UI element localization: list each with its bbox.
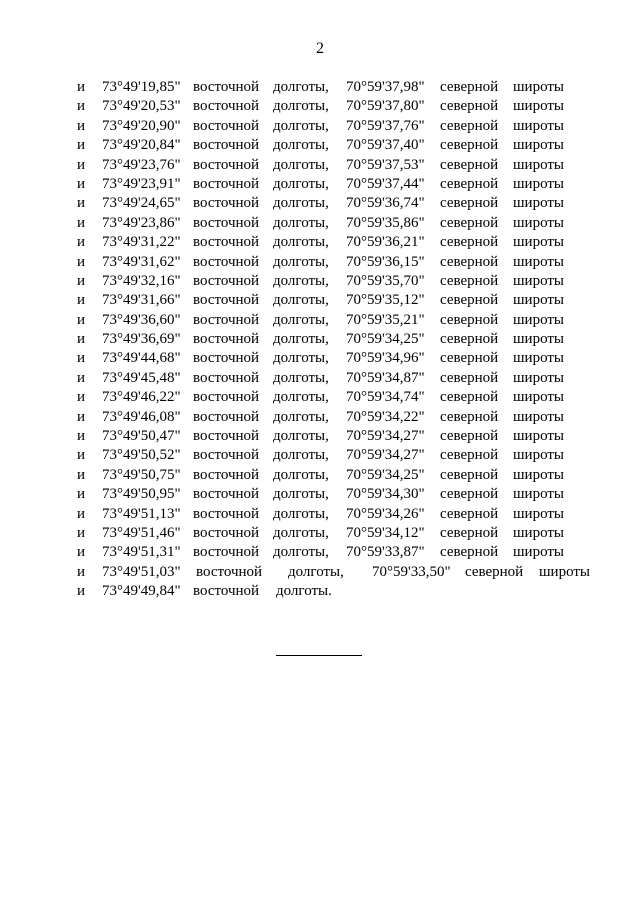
longitude-value: 73°49'31,62" <box>102 253 181 270</box>
longitude-value: 73°49'24,65" <box>102 195 181 212</box>
latitude-value: 70°59'33,87" <box>346 544 425 561</box>
longitude-word: восточной <box>193 408 260 425</box>
coordinate-row <box>0 369 640 388</box>
latitude-suffix: широты <box>513 389 565 406</box>
longitude-value: 73°49'23,91" <box>102 175 181 192</box>
conjunction: и <box>77 117 86 134</box>
latitude-word: северной <box>440 486 499 503</box>
latitude-value: 70°59'35,21" <box>346 311 425 328</box>
latitude-suffix: широты <box>513 408 565 425</box>
latitude-word: северной <box>440 350 499 367</box>
coordinate-row <box>0 156 640 175</box>
longitude-word: восточной <box>193 79 260 95</box>
latitude-value: 70°59'35,12" <box>346 292 425 309</box>
longitude-value: 73°49'19,85" <box>102 79 181 95</box>
latitude-value: 70°59'34,27" <box>346 447 425 464</box>
longitude-value: 73°49'36,60" <box>102 311 181 328</box>
longitude-value: 73°49'50,95" <box>102 486 181 503</box>
longitude-value: 73°49'46,08" <box>102 408 181 425</box>
latitude-suffix: широты <box>513 447 565 464</box>
longitude-suffix: долготы, <box>273 350 329 367</box>
latitude-suffix: широты <box>513 98 565 115</box>
longitude-value: 73°49'20,84" <box>102 137 181 154</box>
conjunction: и <box>77 292 86 309</box>
longitude-suffix: долготы. <box>276 583 332 600</box>
latitude-suffix: широты <box>513 175 565 192</box>
conjunction: и <box>77 544 86 561</box>
longitude-value: 73°49'45,48" <box>102 369 181 386</box>
conjunction: и <box>77 253 86 270</box>
latitude-value: 70°59'36,21" <box>346 234 425 251</box>
longitude-value: 73°49'20,90" <box>102 117 181 134</box>
conjunction: и <box>77 486 86 503</box>
longitude-word: восточной <box>193 234 260 251</box>
latitude-word: северной <box>440 428 499 445</box>
coordinate-row <box>0 330 640 349</box>
longitude-word: восточной <box>193 311 260 328</box>
conjunction: и <box>77 563 86 580</box>
latitude-value: 70°59'34,25" <box>346 466 425 483</box>
latitude-word: северной <box>440 98 499 115</box>
longitude-value: 73°49'51,13" <box>102 505 181 522</box>
latitude-suffix: широты <box>513 253 565 270</box>
conjunction: и <box>77 524 86 541</box>
coordinate-row <box>0 563 640 582</box>
coordinate-row <box>0 233 640 252</box>
longitude-word: восточной <box>193 524 260 541</box>
page-number: 2 <box>316 40 324 57</box>
longitude-value: 73°49'23,76" <box>102 156 181 173</box>
coordinate-row <box>0 408 640 427</box>
longitude-word: восточной <box>193 175 260 192</box>
latitude-suffix: широты <box>513 331 565 348</box>
coordinate-row <box>0 175 640 194</box>
longitude-suffix: долготы, <box>273 195 329 212</box>
latitude-word: северной <box>440 311 499 328</box>
latitude-suffix: широты <box>513 79 565 95</box>
latitude-value: 70°59'34,12" <box>346 524 425 541</box>
latitude-value: 70°59'37,40" <box>346 137 425 154</box>
longitude-word: восточной <box>193 389 260 406</box>
latitude-word: северной <box>440 195 499 212</box>
coordinate-row <box>0 427 640 446</box>
coordinate-row <box>0 136 640 155</box>
longitude-value: 73°49'51,46" <box>102 524 181 541</box>
latitude-value: 70°59'34,27" <box>346 428 425 445</box>
longitude-word: восточной <box>193 447 260 464</box>
latitude-suffix: широты <box>513 350 565 367</box>
conjunction: и <box>77 234 86 251</box>
longitude-suffix: долготы, <box>273 389 329 406</box>
coordinate-row <box>0 446 640 465</box>
closing-divider <box>276 655 362 656</box>
longitude-word: восточной <box>193 583 260 600</box>
longitude-word: восточной <box>193 253 260 270</box>
latitude-suffix: широты <box>513 195 565 212</box>
longitude-suffix: долготы, <box>273 331 329 348</box>
latitude-word: северной <box>440 544 499 561</box>
longitude-value: 73°49'51,31" <box>102 544 181 561</box>
latitude-word: северной <box>440 175 499 192</box>
conjunction: и <box>77 175 86 192</box>
latitude-value: 70°59'36,15" <box>346 253 425 270</box>
longitude-value: 73°49'49,84" <box>102 583 181 600</box>
latitude-value: 70°59'33,50" <box>372 563 451 580</box>
latitude-word: северной <box>440 137 499 154</box>
latitude-word: северной <box>440 292 499 309</box>
latitude-value: 70°59'35,86" <box>346 214 425 231</box>
coordinate-row <box>0 272 640 291</box>
coordinate-row <box>0 582 640 601</box>
latitude-suffix: широты <box>513 234 565 251</box>
latitude-word: северной <box>440 505 499 522</box>
longitude-word: восточной <box>193 98 260 115</box>
longitude-suffix: долготы, <box>273 137 329 154</box>
latitude-value: 70°59'37,44" <box>346 175 425 192</box>
longitude-word: восточной <box>196 563 263 580</box>
longitude-word: восточной <box>193 272 260 289</box>
latitude-value: 70°59'34,30" <box>346 486 425 503</box>
longitude-word: восточной <box>193 195 260 212</box>
longitude-suffix: долготы, <box>273 253 329 270</box>
conjunction: и <box>77 156 86 173</box>
longitude-suffix: долготы, <box>273 156 329 173</box>
latitude-value: 70°59'36,74" <box>346 195 425 212</box>
conjunction: и <box>77 137 86 154</box>
latitude-value: 70°59'35,70" <box>346 272 425 289</box>
longitude-suffix: долготы, <box>273 544 329 561</box>
longitude-suffix: долготы, <box>273 466 329 483</box>
latitude-suffix: широты <box>513 272 565 289</box>
latitude-value: 70°59'34,96" <box>346 350 425 367</box>
latitude-word: северной <box>440 253 499 270</box>
longitude-word: восточной <box>193 350 260 367</box>
coordinate-row <box>0 117 640 136</box>
coordinate-row <box>0 253 640 272</box>
latitude-suffix: широты <box>513 156 565 173</box>
longitude-suffix: долготы, <box>273 214 329 231</box>
longitude-word: восточной <box>193 331 260 348</box>
longitude-suffix: долготы, <box>273 505 329 522</box>
conjunction: и <box>77 466 86 483</box>
longitude-value: 73°49'44,68" <box>102 350 181 367</box>
latitude-suffix: широты <box>513 486 565 503</box>
latitude-suffix: широты <box>513 117 565 134</box>
longitude-suffix: долготы, <box>273 524 329 541</box>
longitude-value: 73°49'50,47" <box>102 428 181 445</box>
coordinate-row <box>0 349 640 368</box>
coordinate-row <box>0 485 640 504</box>
coordinate-row <box>0 505 640 524</box>
latitude-suffix: широты <box>539 563 591 580</box>
coordinate-row <box>0 311 640 330</box>
coordinate-row <box>0 466 640 485</box>
longitude-word: восточной <box>193 466 260 483</box>
latitude-suffix: широты <box>513 137 565 154</box>
coordinate-row <box>0 194 640 213</box>
latitude-suffix: широты <box>513 214 565 231</box>
latitude-suffix: широты <box>513 292 565 309</box>
longitude-value: 73°49'36,69" <box>102 331 181 348</box>
longitude-word: восточной <box>193 214 260 231</box>
latitude-suffix: широты <box>513 311 565 328</box>
conjunction: и <box>77 369 86 386</box>
coordinate-row <box>0 543 640 562</box>
longitude-word: восточной <box>193 505 260 522</box>
latitude-suffix: широты <box>513 524 565 541</box>
latitude-value: 70°59'34,22" <box>346 408 425 425</box>
longitude-suffix: долготы, <box>273 79 329 95</box>
longitude-suffix: долготы, <box>273 408 329 425</box>
latitude-value: 70°59'37,53" <box>346 156 425 173</box>
latitude-word: северной <box>440 156 499 173</box>
longitude-suffix: долготы, <box>273 369 329 386</box>
conjunction: и <box>77 311 86 328</box>
latitude-suffix: широты <box>513 428 565 445</box>
latitude-suffix: широты <box>513 544 565 561</box>
longitude-word: восточной <box>193 544 260 561</box>
conjunction: и <box>77 272 86 289</box>
latitude-value: 70°59'37,76" <box>346 117 425 134</box>
conjunction: и <box>77 447 86 464</box>
conjunction: и <box>77 214 86 231</box>
coordinate-row <box>0 291 640 310</box>
longitude-suffix: долготы, <box>273 234 329 251</box>
latitude-value: 70°59'34,87" <box>346 369 425 386</box>
latitude-suffix: широты <box>513 505 565 522</box>
conjunction: и <box>77 408 86 425</box>
latitude-word: северной <box>465 563 524 580</box>
longitude-word: восточной <box>193 292 260 309</box>
latitude-word: северной <box>440 524 499 541</box>
longitude-suffix: долготы, <box>273 447 329 464</box>
latitude-value: 70°59'37,80" <box>346 98 425 115</box>
conjunction: и <box>77 350 86 367</box>
latitude-word: северной <box>440 234 499 251</box>
longitude-suffix: долготы, <box>273 428 329 445</box>
longitude-value: 73°49'31,66" <box>102 292 181 309</box>
coordinate-row <box>0 214 640 233</box>
longitude-value: 73°49'20,53" <box>102 98 181 115</box>
latitude-suffix: широты <box>513 369 565 386</box>
latitude-word: северной <box>440 117 499 134</box>
longitude-word: восточной <box>193 369 260 386</box>
conjunction: и <box>77 195 86 212</box>
coordinate-list <box>0 78 640 602</box>
coordinate-row <box>0 524 640 543</box>
longitude-value: 73°49'46,22" <box>102 389 181 406</box>
coordinate-row <box>0 388 640 407</box>
longitude-value: 73°49'51,03" <box>102 563 181 580</box>
conjunction: и <box>77 428 86 445</box>
longitude-word: восточной <box>193 137 260 154</box>
latitude-word: северной <box>440 389 499 406</box>
longitude-suffix: долготы, <box>288 563 344 580</box>
longitude-suffix: долготы, <box>273 175 329 192</box>
conjunction: и <box>77 505 86 522</box>
latitude-word: северной <box>440 272 499 289</box>
coordinate-row <box>0 97 640 116</box>
latitude-value: 70°59'34,74" <box>346 389 425 406</box>
conjunction: и <box>77 331 86 348</box>
conjunction: и <box>77 389 86 406</box>
latitude-word: северной <box>440 214 499 231</box>
longitude-suffix: долготы, <box>273 486 329 503</box>
conjunction: и <box>77 583 86 600</box>
latitude-value: 70°59'34,25" <box>346 331 425 348</box>
conjunction: и <box>77 79 86 95</box>
longitude-value: 73°49'23,86" <box>102 214 181 231</box>
latitude-value: 70°59'37,98" <box>346 79 425 95</box>
latitude-word: северной <box>440 447 499 464</box>
latitude-word: северной <box>440 408 499 425</box>
longitude-word: восточной <box>193 156 260 173</box>
conjunction: и <box>77 98 86 115</box>
longitude-word: восточной <box>193 486 260 503</box>
latitude-word: северной <box>440 331 499 348</box>
longitude-suffix: долготы, <box>273 117 329 134</box>
longitude-value: 73°49'50,52" <box>102 447 181 464</box>
latitude-word: северной <box>440 79 499 95</box>
longitude-word: восточной <box>193 117 260 134</box>
latitude-suffix: широты <box>513 466 565 483</box>
latitude-word: северной <box>440 369 499 386</box>
longitude-suffix: долготы, <box>273 311 329 328</box>
longitude-value: 73°49'32,16" <box>102 272 181 289</box>
latitude-value: 70°59'34,26" <box>346 505 425 522</box>
longitude-suffix: долготы, <box>273 98 329 115</box>
longitude-value: 73°49'50,75" <box>102 466 181 483</box>
latitude-word: северной <box>440 466 499 483</box>
longitude-suffix: долготы, <box>273 292 329 309</box>
coordinate-row <box>0 78 640 97</box>
longitude-word: восточной <box>193 428 260 445</box>
longitude-suffix: долготы, <box>273 272 329 289</box>
longitude-value: 73°49'31,22" <box>102 234 181 251</box>
